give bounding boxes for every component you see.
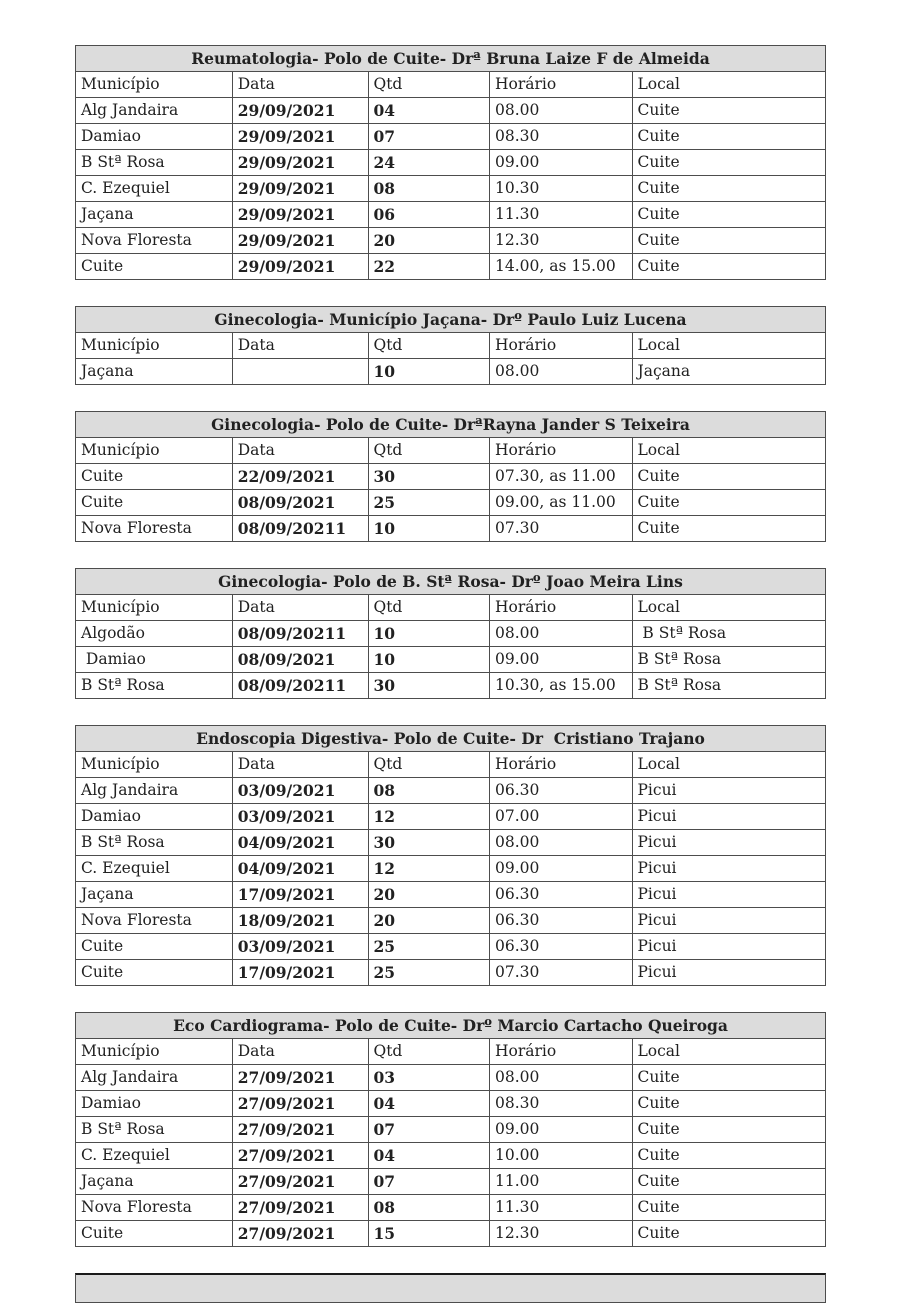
column-header-data: Data bbox=[232, 752, 368, 778]
table-row bbox=[76, 202, 826, 228]
cell-local: Cuite bbox=[632, 1143, 826, 1169]
table-header-row bbox=[76, 438, 826, 464]
column-header-qtd: Qtd bbox=[368, 752, 490, 778]
cell-local: B Stª Rosa bbox=[632, 621, 826, 647]
cell-qtd: 25 bbox=[368, 960, 490, 986]
cell-local: Cuite bbox=[632, 1221, 826, 1247]
schedule-table bbox=[75, 568, 826, 699]
cell-horario: 14.00, as 15.00 bbox=[490, 254, 633, 280]
cell-data bbox=[232, 359, 368, 385]
cell-horario: 08.00 bbox=[490, 359, 633, 385]
cell-qtd: 10 bbox=[368, 647, 490, 673]
cell-horario: 08.00 bbox=[490, 98, 633, 124]
cell-horario: 08.00 bbox=[490, 1065, 633, 1091]
cell-qtd: 07 bbox=[368, 1169, 490, 1195]
schedule-table bbox=[75, 45, 826, 280]
cell-municipio: Cuite bbox=[76, 1221, 233, 1247]
table-row bbox=[76, 1195, 826, 1221]
cell-qtd: 10 bbox=[368, 621, 490, 647]
cell-data: 29/09/2021 bbox=[232, 254, 368, 280]
table-header-row bbox=[76, 333, 826, 359]
table-row bbox=[76, 359, 826, 385]
cell-local: Cuite bbox=[632, 516, 826, 542]
cell-horario: 11.30 bbox=[490, 1195, 633, 1221]
table-row bbox=[76, 1169, 826, 1195]
cell-local: Cuite bbox=[632, 150, 826, 176]
cell-horario: 08.30 bbox=[490, 124, 633, 150]
cell-horario: 08.00 bbox=[490, 830, 633, 856]
cell-local: B Stª Rosa bbox=[632, 647, 826, 673]
cell-qtd: 20 bbox=[368, 908, 490, 934]
table-title-row bbox=[76, 46, 826, 72]
table-title: Endoscopia Digestiva- Polo de Cuite- Dr Cristiano Trajano bbox=[76, 726, 826, 752]
cell-horario: 09.00 bbox=[490, 647, 633, 673]
cell-horario: 06.30 bbox=[490, 908, 633, 934]
table-title: Ginecologia- Polo de Cuite- DrªRayna Jander S Teixeira bbox=[76, 412, 826, 438]
cell-municipio: Alg Jandaira bbox=[76, 778, 233, 804]
cell-municipio: Damiao bbox=[76, 647, 233, 673]
table-row bbox=[76, 1065, 826, 1091]
cell-municipio: Cuite bbox=[76, 934, 233, 960]
cell-local: Cuite bbox=[632, 464, 826, 490]
cell-data: 27/09/2021 bbox=[232, 1221, 368, 1247]
cell-local: Picui bbox=[632, 908, 826, 934]
column-header-local: Local bbox=[632, 752, 826, 778]
cell-local: Picui bbox=[632, 934, 826, 960]
cell-data: 17/09/2021 bbox=[232, 882, 368, 908]
cell-local: Cuite bbox=[632, 1065, 826, 1091]
column-header-horario: Horário bbox=[490, 595, 633, 621]
table-header-row bbox=[76, 72, 826, 98]
cell-horario: 09.00 bbox=[490, 1117, 633, 1143]
cell-horario: 07.30 bbox=[490, 960, 633, 986]
cell-data: 08/09/20211 bbox=[232, 516, 368, 542]
cell-local: B Stª Rosa bbox=[632, 673, 826, 699]
cell-data: 03/09/2021 bbox=[232, 934, 368, 960]
cell-local: Picui bbox=[632, 830, 826, 856]
column-header-data: Data bbox=[232, 333, 368, 359]
cell-municipio: Nova Floresta bbox=[76, 228, 233, 254]
cell-qtd: 12 bbox=[368, 856, 490, 882]
table-row bbox=[76, 1143, 826, 1169]
table-row bbox=[76, 1221, 826, 1247]
cell-local: Cuite bbox=[632, 1169, 826, 1195]
cell-municipio: Alg Jandaira bbox=[76, 1065, 233, 1091]
cell-data: 08/09/2021 bbox=[232, 647, 368, 673]
table-title-row bbox=[76, 412, 826, 438]
cell-qtd: 08 bbox=[368, 176, 490, 202]
cell-data: 22/09/2021 bbox=[232, 464, 368, 490]
cell-horario: 12.30 bbox=[490, 1221, 633, 1247]
cell-qtd: 07 bbox=[368, 1117, 490, 1143]
cell-municipio: Nova Floresta bbox=[76, 1195, 233, 1221]
table-row bbox=[76, 150, 826, 176]
cell-local: Cuite bbox=[632, 1117, 826, 1143]
column-header-local: Local bbox=[632, 72, 826, 98]
column-header-municipio: Município bbox=[76, 333, 233, 359]
cell-municipio: Jaçana bbox=[76, 359, 233, 385]
column-header-horario: Horário bbox=[490, 333, 633, 359]
schedule-table bbox=[75, 306, 826, 385]
cell-local: Picui bbox=[632, 960, 826, 986]
table-row bbox=[76, 830, 826, 856]
cell-horario: 09.00 bbox=[490, 150, 633, 176]
cell-local: Picui bbox=[632, 778, 826, 804]
cell-municipio: Jaçana bbox=[76, 882, 233, 908]
column-header-local: Local bbox=[632, 1039, 826, 1065]
cell-municipio: Jaçana bbox=[76, 1169, 233, 1195]
cell-municipio: Cuite bbox=[76, 464, 233, 490]
cell-horario: 08.30 bbox=[490, 1091, 633, 1117]
cell-qtd: 25 bbox=[368, 934, 490, 960]
schedule-table bbox=[75, 1012, 826, 1247]
cell-local: Cuite bbox=[632, 254, 826, 280]
cell-local: Jaçana bbox=[632, 359, 826, 385]
table-row bbox=[76, 516, 826, 542]
cell-data: 29/09/2021 bbox=[232, 176, 368, 202]
table-row bbox=[76, 673, 826, 699]
cell-horario: 10.00 bbox=[490, 1143, 633, 1169]
cell-data: 17/09/2021 bbox=[232, 960, 368, 986]
table-row bbox=[76, 1117, 826, 1143]
table-title-row bbox=[76, 1013, 826, 1039]
cell-data: 18/09/2021 bbox=[232, 908, 368, 934]
table-title: Ginecologia- Município Jaçana- Drº Paulo Luiz Lucena bbox=[76, 307, 826, 333]
cell-data: 29/09/2021 bbox=[232, 98, 368, 124]
cell-horario: 10.30, as 15.00 bbox=[490, 673, 633, 699]
column-header-data: Data bbox=[232, 595, 368, 621]
cell-data: 08/09/20211 bbox=[232, 673, 368, 699]
cell-horario: 09.00, as 11.00 bbox=[490, 490, 633, 516]
cell-qtd: 10 bbox=[368, 359, 490, 385]
cell-data: 29/09/2021 bbox=[232, 202, 368, 228]
cell-horario: 10.30 bbox=[490, 176, 633, 202]
column-header-data: Data bbox=[232, 1039, 368, 1065]
table-row bbox=[76, 176, 826, 202]
cell-qtd: 04 bbox=[368, 1091, 490, 1117]
cell-qtd: 30 bbox=[368, 673, 490, 699]
cell-horario: 12.30 bbox=[490, 228, 633, 254]
cell-qtd: 03 bbox=[368, 1065, 490, 1091]
cell-horario: 07.30, as 11.00 bbox=[490, 464, 633, 490]
table-row bbox=[76, 856, 826, 882]
cell-data: 08/09/20211 bbox=[232, 621, 368, 647]
table-title: Ginecologia- Polo de B. Stª Rosa- Drº Joao Meira Lins bbox=[76, 569, 826, 595]
schedule-tables-container bbox=[0, 45, 900, 1247]
table-row bbox=[76, 254, 826, 280]
cell-qtd: 25 bbox=[368, 490, 490, 516]
cell-municipio: C. Ezequiel bbox=[76, 1143, 233, 1169]
cell-municipio: Damiao bbox=[76, 804, 233, 830]
cell-local: Cuite bbox=[632, 202, 826, 228]
cell-municipio: Damiao bbox=[76, 124, 233, 150]
table-row bbox=[76, 908, 826, 934]
column-header-local: Local bbox=[632, 438, 826, 464]
table-title-row bbox=[76, 726, 826, 752]
cell-horario: 09.00 bbox=[490, 856, 633, 882]
column-header-municipio: Município bbox=[76, 438, 233, 464]
cell-municipio: B Stª Rosa bbox=[76, 150, 233, 176]
column-header-horario: Horário bbox=[490, 1039, 633, 1065]
cell-municipio: Nova Floresta bbox=[76, 516, 233, 542]
table-row bbox=[76, 647, 826, 673]
schedule-table bbox=[75, 725, 826, 986]
cell-qtd: 22 bbox=[368, 254, 490, 280]
column-header-municipio: Município bbox=[76, 72, 233, 98]
cell-municipio: C. Ezequiel bbox=[76, 176, 233, 202]
cell-municipio: Jaçana bbox=[76, 202, 233, 228]
cell-horario: 08.00 bbox=[490, 621, 633, 647]
cell-local: Cuite bbox=[632, 98, 826, 124]
cell-qtd: 20 bbox=[368, 228, 490, 254]
cell-local: Cuite bbox=[632, 490, 826, 516]
cell-municipio: Cuite bbox=[76, 490, 233, 516]
cell-data: 27/09/2021 bbox=[232, 1091, 368, 1117]
cell-local: Cuite bbox=[632, 176, 826, 202]
cell-data: 04/09/2021 bbox=[232, 830, 368, 856]
column-header-municipio: Município bbox=[76, 595, 233, 621]
column-header-data: Data bbox=[232, 72, 368, 98]
cell-municipio: Algodão bbox=[76, 621, 233, 647]
table-row bbox=[76, 98, 826, 124]
cell-municipio: B Stª Rosa bbox=[76, 1117, 233, 1143]
cell-horario: 11.00 bbox=[490, 1169, 633, 1195]
next-table-partial bbox=[75, 1273, 826, 1303]
cell-data: 27/09/2021 bbox=[232, 1065, 368, 1091]
table-row bbox=[76, 804, 826, 830]
table-header-row bbox=[76, 1039, 826, 1065]
cell-municipio: C. Ezequiel bbox=[76, 856, 233, 882]
cell-municipio: Cuite bbox=[76, 960, 233, 986]
table-row bbox=[76, 124, 826, 150]
cell-local: Cuite bbox=[632, 1091, 826, 1117]
cell-horario: 06.30 bbox=[490, 882, 633, 908]
column-header-horario: Horário bbox=[490, 438, 633, 464]
cell-municipio: Alg Jandaira bbox=[76, 98, 233, 124]
cell-horario: 07.30 bbox=[490, 516, 633, 542]
cell-qtd: 04 bbox=[368, 1143, 490, 1169]
cell-qtd: 15 bbox=[368, 1221, 490, 1247]
table-row bbox=[76, 464, 826, 490]
cell-horario: 07.00 bbox=[490, 804, 633, 830]
column-header-qtd: Qtd bbox=[368, 438, 490, 464]
cell-local: Cuite bbox=[632, 1195, 826, 1221]
cell-data: 27/09/2021 bbox=[232, 1143, 368, 1169]
cell-qtd: 30 bbox=[368, 830, 490, 856]
cell-municipio: Cuite bbox=[76, 254, 233, 280]
schedule-table bbox=[75, 411, 826, 542]
table-header-row bbox=[76, 595, 826, 621]
cell-horario: 11.30 bbox=[490, 202, 633, 228]
column-header-data: Data bbox=[232, 438, 368, 464]
table-row bbox=[76, 621, 826, 647]
table-title: Reumatologia- Polo de Cuite- Drª Bruna Laize F de Almeida bbox=[76, 46, 826, 72]
table-row bbox=[76, 882, 826, 908]
cell-data: 27/09/2021 bbox=[232, 1117, 368, 1143]
cell-data: 27/09/2021 bbox=[232, 1195, 368, 1221]
cell-data: 03/09/2021 bbox=[232, 778, 368, 804]
table-row bbox=[76, 960, 826, 986]
column-header-horario: Horário bbox=[490, 72, 633, 98]
cell-qtd: 24 bbox=[368, 150, 490, 176]
cell-data: 04/09/2021 bbox=[232, 856, 368, 882]
cell-data: 03/09/2021 bbox=[232, 804, 368, 830]
cell-municipio: Damiao bbox=[76, 1091, 233, 1117]
table-header-row bbox=[76, 752, 826, 778]
column-header-horario: Horário bbox=[490, 752, 633, 778]
column-header-municipio: Município bbox=[76, 1039, 233, 1065]
column-header-local: Local bbox=[632, 333, 826, 359]
table-row bbox=[76, 778, 826, 804]
cell-qtd: 10 bbox=[368, 516, 490, 542]
cell-horario: 06.30 bbox=[490, 778, 633, 804]
cell-local: Picui bbox=[632, 882, 826, 908]
cell-qtd: 06 bbox=[368, 202, 490, 228]
column-header-local: Local bbox=[632, 595, 826, 621]
column-header-qtd: Qtd bbox=[368, 72, 490, 98]
cell-municipio: B Stª Rosa bbox=[76, 673, 233, 699]
column-header-qtd: Qtd bbox=[368, 1039, 490, 1065]
cell-qtd: 08 bbox=[368, 778, 490, 804]
cell-local: Picui bbox=[632, 804, 826, 830]
cell-data: 29/09/2021 bbox=[232, 150, 368, 176]
cell-data: 27/09/2021 bbox=[232, 1169, 368, 1195]
table-title: Eco Cardiograma- Polo de Cuite- Drº Marcio Cartacho Queiroga bbox=[76, 1013, 826, 1039]
cell-qtd: 08 bbox=[368, 1195, 490, 1221]
column-header-qtd: Qtd bbox=[368, 333, 490, 359]
cell-qtd: 07 bbox=[368, 124, 490, 150]
column-header-municipio: Município bbox=[76, 752, 233, 778]
cell-local: Picui bbox=[632, 856, 826, 882]
cell-data: 29/09/2021 bbox=[232, 228, 368, 254]
cell-qtd: 04 bbox=[368, 98, 490, 124]
table-row bbox=[76, 1091, 826, 1117]
cell-horario: 06.30 bbox=[490, 934, 633, 960]
cell-qtd: 30 bbox=[368, 464, 490, 490]
column-header-qtd: Qtd bbox=[368, 595, 490, 621]
cell-qtd: 20 bbox=[368, 882, 490, 908]
cell-data: 29/09/2021 bbox=[232, 124, 368, 150]
cell-municipio: Nova Floresta bbox=[76, 908, 233, 934]
table-row bbox=[76, 490, 826, 516]
cell-qtd: 12 bbox=[368, 804, 490, 830]
cell-data: 08/09/2021 bbox=[232, 490, 368, 516]
cell-local: Cuite bbox=[632, 228, 826, 254]
table-title-row bbox=[76, 307, 826, 333]
cell-local: Cuite bbox=[632, 124, 826, 150]
table-row bbox=[76, 934, 826, 960]
table-title-row bbox=[76, 569, 826, 595]
cell-municipio: B Stª Rosa bbox=[76, 830, 233, 856]
table-row bbox=[76, 228, 826, 254]
